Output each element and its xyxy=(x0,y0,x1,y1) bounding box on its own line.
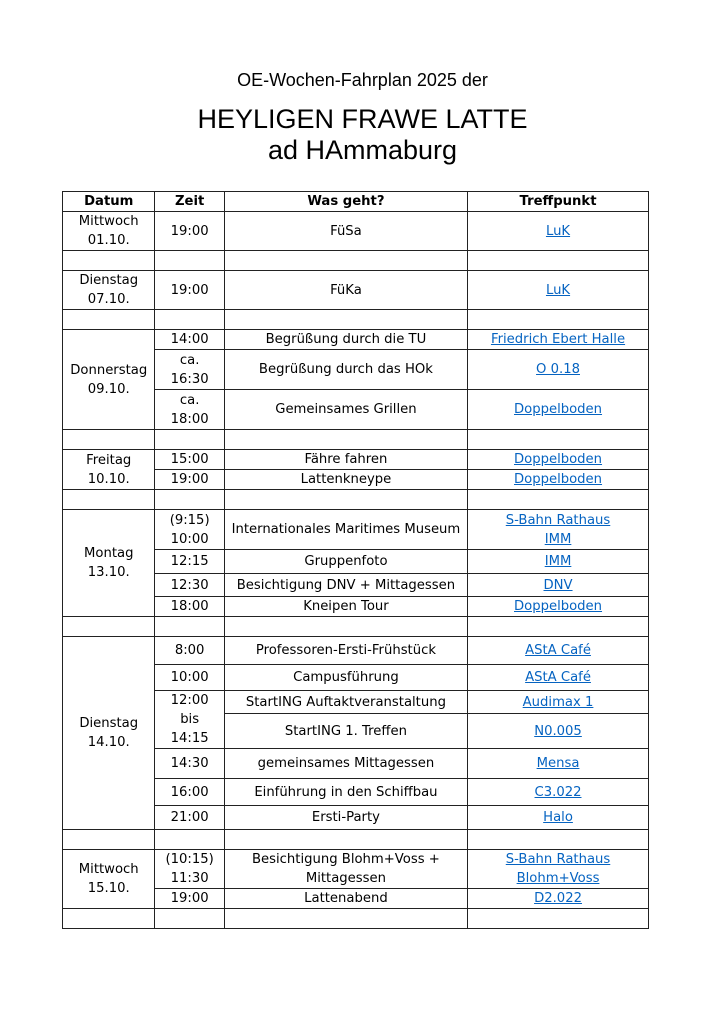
empty-cell xyxy=(63,490,155,510)
empty-cell xyxy=(224,251,467,271)
time-text: 12:15 xyxy=(170,554,209,569)
location-line xyxy=(470,360,646,379)
date: 13.10. xyxy=(87,565,130,580)
time-text: 10:00 xyxy=(170,531,209,547)
location-link[interactable]: LuK xyxy=(545,282,571,298)
location-cell xyxy=(468,637,649,665)
time-cell xyxy=(155,470,224,490)
location-cell xyxy=(468,550,649,574)
event-cell xyxy=(224,597,467,617)
table-row xyxy=(63,850,649,889)
date: 07.10. xyxy=(87,292,130,307)
event-name: Campusführung xyxy=(293,670,399,685)
time-cell xyxy=(155,574,224,597)
location-cell xyxy=(468,850,649,889)
schedule-table xyxy=(62,191,649,929)
date-cell xyxy=(63,330,155,430)
time-text: 19:00 xyxy=(170,223,209,239)
weekday: Donnerstag xyxy=(70,362,148,378)
location-link[interactable]: AStA Café xyxy=(525,670,591,685)
location-link[interactable]: LuK xyxy=(545,223,571,239)
date-cell xyxy=(63,271,155,310)
event-cell xyxy=(224,691,467,714)
column-header-treffpunkt: Treffpunkt xyxy=(468,192,649,212)
table-row xyxy=(63,637,649,665)
location-link[interactable]: Blohm+Voss xyxy=(516,871,600,886)
date-cell xyxy=(63,850,155,909)
date: 09.10. xyxy=(87,381,130,397)
location-link[interactable]: DNV xyxy=(543,577,573,593)
event-cell xyxy=(224,714,467,749)
event-cell xyxy=(224,350,467,390)
empty-cell xyxy=(224,430,467,450)
event-name: Mittagessen xyxy=(305,871,387,886)
time-cell xyxy=(155,749,224,779)
spacer-row xyxy=(63,617,649,637)
time-text: (10:15) xyxy=(165,852,214,867)
location-line xyxy=(470,552,646,571)
location-line xyxy=(470,889,646,908)
empty-cell xyxy=(155,251,224,271)
time-cell xyxy=(155,271,224,310)
event-cell xyxy=(224,550,467,574)
event-cell xyxy=(224,470,467,490)
location-link[interactable]: Doppelboden xyxy=(514,402,603,417)
empty-cell xyxy=(468,617,649,637)
time-cell xyxy=(155,450,224,470)
empty-cell xyxy=(155,617,224,637)
event-cell xyxy=(224,390,467,430)
location-cell xyxy=(468,212,649,251)
time-text: 11:30 xyxy=(170,871,209,886)
event-cell xyxy=(224,779,467,806)
schedule-subtitle: OE-Wochen-Fahrplan 2025 der xyxy=(237,70,488,90)
time-cell xyxy=(155,779,224,806)
time-text: 21:00 xyxy=(170,810,209,825)
time-cell xyxy=(155,212,224,251)
empty-cell xyxy=(155,490,224,510)
location-cell xyxy=(468,350,649,390)
time-text: ca. xyxy=(179,352,200,368)
empty-cell xyxy=(63,251,155,271)
spacer-row xyxy=(63,830,649,850)
empty-cell xyxy=(63,310,155,330)
location-link[interactable]: Doppelboden xyxy=(514,452,603,467)
event-name: Kneipen Tour xyxy=(303,599,389,614)
location-line xyxy=(470,641,646,660)
location-cell xyxy=(468,271,649,310)
event-cell xyxy=(224,637,467,665)
event-name: Gruppenfoto xyxy=(304,554,388,569)
empty-cell xyxy=(468,490,649,510)
location-line xyxy=(470,850,646,869)
time-cell xyxy=(155,889,224,909)
title-line-2: ad HAmmaburg xyxy=(267,135,458,165)
time-cell xyxy=(155,550,224,574)
title-line-1: HEYLIGEN FRAWE LATTE xyxy=(197,104,528,134)
location-link[interactable]: Doppelboden xyxy=(514,472,603,487)
location-line xyxy=(470,400,646,419)
empty-cell xyxy=(468,909,649,929)
empty-cell xyxy=(224,617,467,637)
weekday: Dienstag xyxy=(79,273,139,288)
event-cell xyxy=(224,330,467,350)
event-name: Lattenabend xyxy=(304,891,388,906)
time-cell xyxy=(155,350,224,390)
empty-cell xyxy=(155,310,224,330)
location-line xyxy=(470,754,646,773)
event-name: Einführung in den Schiffbau xyxy=(254,784,438,800)
location-cell xyxy=(468,330,649,350)
time-text: 14:30 xyxy=(170,756,209,771)
location-link[interactable]: S-Bahn Rathaus xyxy=(505,852,611,867)
event-cell xyxy=(224,212,467,251)
date-cell xyxy=(63,450,155,490)
time-text: 19:00 xyxy=(170,891,209,906)
date: 10.10. xyxy=(87,471,130,487)
time-text: 19:00 xyxy=(170,282,209,298)
weekday: Mittwoch xyxy=(78,214,139,229)
time-text: 12:00 xyxy=(170,693,209,708)
location-line xyxy=(470,470,646,489)
time-cell xyxy=(155,665,224,691)
time-cell xyxy=(155,637,224,665)
time-text: 18:00 xyxy=(170,599,209,614)
event-cell xyxy=(224,665,467,691)
date-cell xyxy=(63,637,155,830)
location-cell xyxy=(468,806,649,830)
event-name: gemeinsames Mittagessen xyxy=(257,756,435,771)
event-name: Besichtigung Blohm+Voss + xyxy=(251,852,440,867)
event-name: StartING 1. Treffen xyxy=(284,723,407,739)
location-cell xyxy=(468,779,649,806)
location-link[interactable]: Mensa xyxy=(536,756,580,771)
time-cell xyxy=(155,330,224,350)
event-cell xyxy=(224,749,467,779)
location-line xyxy=(470,668,646,687)
table-row xyxy=(63,330,649,350)
event-name: Gemeinsames Grillen xyxy=(275,402,417,417)
time-text: ca. xyxy=(179,392,200,408)
location-link[interactable]: IMM xyxy=(544,554,572,569)
event-name: Lattenkneype xyxy=(300,472,392,487)
spacer-row xyxy=(63,251,649,271)
time-text: 19:00 xyxy=(170,472,209,487)
empty-cell xyxy=(224,310,467,330)
empty-cell xyxy=(63,909,155,929)
empty-cell xyxy=(63,617,155,637)
event-name: Begrüßung durch die TU xyxy=(265,332,427,347)
schedule-body xyxy=(63,212,649,929)
event-name: FüKa xyxy=(330,282,362,298)
time-cell xyxy=(155,510,224,550)
location-link[interactable]: Doppelboden xyxy=(514,599,603,614)
event-cell xyxy=(224,806,467,830)
event-cell xyxy=(224,889,467,909)
event-name: Begrüßung durch das HOk xyxy=(258,362,433,377)
location-line xyxy=(470,576,646,595)
table-row xyxy=(63,510,649,550)
location-cell xyxy=(468,450,649,470)
column-header-was: Was geht? xyxy=(224,192,467,212)
event-cell xyxy=(224,450,467,470)
event-cell xyxy=(224,850,467,889)
location-line xyxy=(470,783,646,802)
location-line xyxy=(470,530,646,549)
event-name: StartING Auftaktveranstaltung xyxy=(245,694,446,710)
location-cell xyxy=(468,889,649,909)
location-link[interactable]: O 0.18 xyxy=(536,362,580,377)
location-cell xyxy=(468,665,649,691)
weekday: Freitag xyxy=(86,452,132,468)
location-line xyxy=(470,693,646,712)
location-cell xyxy=(468,470,649,490)
empty-cell xyxy=(224,830,467,850)
time-cell xyxy=(155,691,224,749)
date: 01.10. xyxy=(87,233,130,248)
location-cell xyxy=(468,574,649,597)
empty-cell xyxy=(468,310,649,330)
location-line xyxy=(470,808,646,827)
time-text: 16:30 xyxy=(170,371,209,387)
location-link[interactable]: IMM xyxy=(544,531,572,547)
time-cell xyxy=(155,390,224,430)
date-cell xyxy=(63,510,155,617)
event-name: Professoren-Ersti-Frühstück xyxy=(255,643,436,658)
table-row xyxy=(63,450,649,470)
location-link[interactable]: Friedrich Ebert Halle xyxy=(490,332,626,347)
empty-cell xyxy=(468,430,649,450)
time-text: 8:00 xyxy=(174,643,205,658)
time-cell xyxy=(155,850,224,889)
event-name: Besichtigung DNV + Mittagessen xyxy=(236,577,456,593)
spacer-row xyxy=(63,909,649,929)
schedule-title xyxy=(0,104,725,166)
empty-cell xyxy=(63,830,155,850)
header-row xyxy=(63,192,649,212)
spacer-row xyxy=(63,490,649,510)
column-header-datum: Datum xyxy=(63,192,155,212)
location-line xyxy=(470,597,646,616)
location-link[interactable]: N0.005 xyxy=(534,723,582,739)
weekday: Montag xyxy=(84,546,134,561)
event-name: FüSa xyxy=(330,223,362,239)
date: 15.10. xyxy=(87,881,130,896)
table-row xyxy=(63,271,649,310)
location-cell xyxy=(468,714,649,749)
location-line xyxy=(470,722,646,741)
empty-cell xyxy=(468,830,649,850)
empty-cell xyxy=(155,830,224,850)
spacer-row xyxy=(63,310,649,330)
time-cell xyxy=(155,597,224,617)
time-text: 12:30 xyxy=(170,577,209,593)
empty-cell xyxy=(224,909,467,929)
time-text: 14:00 xyxy=(170,332,209,347)
weekday: Mittwoch xyxy=(78,862,139,877)
empty-cell xyxy=(63,430,155,450)
location-line xyxy=(470,511,646,530)
location-line xyxy=(470,869,646,888)
event-name: Fähre fahren xyxy=(304,452,388,467)
location-cell xyxy=(468,691,649,714)
event-cell xyxy=(224,271,467,310)
time-text: 15:00 xyxy=(170,452,209,467)
location-cell xyxy=(468,597,649,617)
column-header-zeit: Zeit xyxy=(155,192,224,212)
location-cell xyxy=(468,390,649,430)
time-cell xyxy=(155,806,224,830)
location-link[interactable]: C3.022 xyxy=(534,784,582,800)
location-link[interactable]: Halo xyxy=(543,810,573,825)
empty-cell xyxy=(224,490,467,510)
location-line xyxy=(470,222,646,241)
empty-cell xyxy=(155,430,224,450)
time-text: 18:00 xyxy=(170,411,209,427)
event-name: Ersti-Party xyxy=(311,810,380,825)
time-text: (9:15) xyxy=(169,512,210,528)
location-cell xyxy=(468,749,649,779)
time-text: 14:15 xyxy=(170,731,209,746)
weekday: Dienstag xyxy=(79,716,139,731)
event-name: Internationales Maritimes Museum xyxy=(231,522,461,537)
location-cell xyxy=(468,510,649,550)
event-cell xyxy=(224,574,467,597)
empty-cell xyxy=(155,909,224,929)
empty-cell xyxy=(468,251,649,271)
location-link[interactable]: Audimax 1 xyxy=(522,694,594,710)
time-text: bis xyxy=(180,712,200,727)
event-cell xyxy=(224,510,467,550)
location-link[interactable]: D2.022 xyxy=(534,891,582,906)
spacer-row xyxy=(63,430,649,450)
table-row xyxy=(63,212,649,251)
date: 14.10. xyxy=(87,735,130,750)
location-line xyxy=(470,450,646,469)
time-text: 10:00 xyxy=(170,670,209,685)
location-line xyxy=(470,330,646,349)
date-cell xyxy=(63,212,155,251)
time-text: 16:00 xyxy=(170,784,209,800)
location-line xyxy=(470,281,646,300)
location-link[interactable]: AStA Café xyxy=(525,643,591,658)
location-link[interactable]: S-Bahn Rathaus xyxy=(505,512,611,528)
